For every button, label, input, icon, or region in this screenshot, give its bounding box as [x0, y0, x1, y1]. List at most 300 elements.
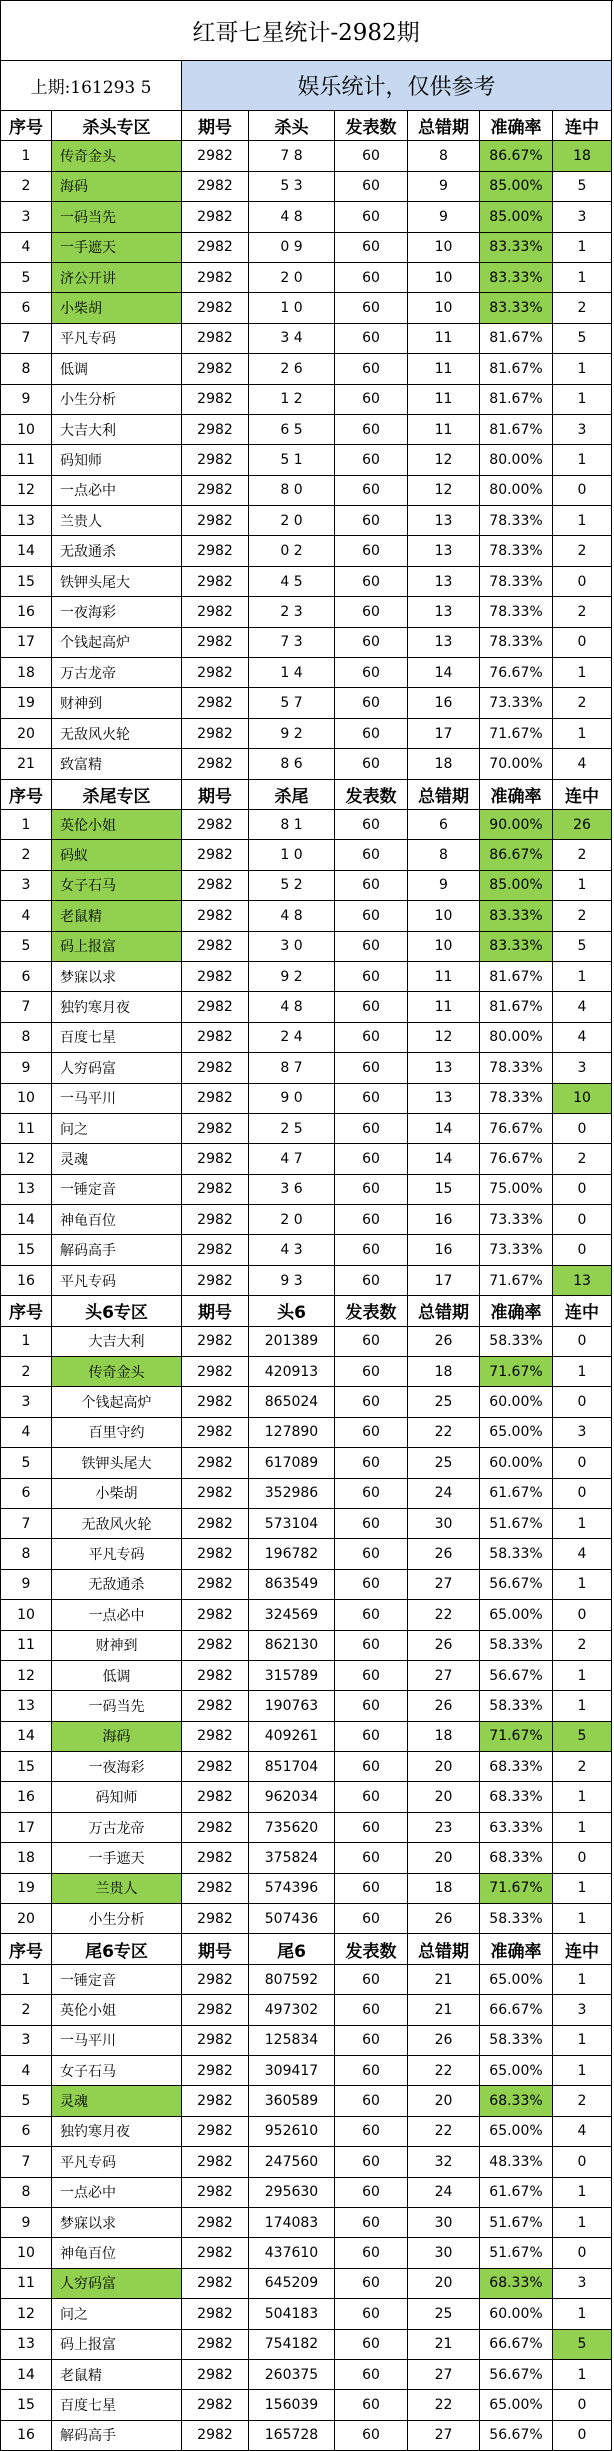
index-cell: 18 [1, 1843, 52, 1873]
errors-cell: 9 [408, 202, 480, 232]
number-cell: 201389 [249, 1327, 335, 1357]
published-cell: 60 [335, 1448, 408, 1478]
errors-cell: 23 [408, 1813, 480, 1843]
column-header: 杀头专区 [52, 111, 182, 141]
name-cell: 一锤定音 [52, 1965, 182, 1995]
column-header: 杀头 [249, 111, 335, 141]
index-cell: 4 [1, 901, 52, 931]
table-row [1, 1144, 613, 1174]
published-cell: 60 [335, 901, 408, 931]
published-cell: 60 [335, 2238, 408, 2268]
accuracy-cell: 56.67% [480, 1661, 553, 1691]
index-cell: 9 [1, 1053, 52, 1083]
published-cell: 60 [335, 1782, 408, 1812]
name-cell: 人穷码富 [52, 2269, 182, 2299]
table-row [1, 719, 613, 749]
streak-cell: 0 [553, 1235, 612, 1265]
errors-cell: 20 [408, 1782, 480, 1812]
accuracy-cell: 80.00% [480, 445, 553, 475]
name-cell: 传奇金头 [52, 141, 182, 171]
accuracy-cell: 68.33% [480, 1752, 553, 1782]
name-cell: 济公开讲 [52, 263, 182, 293]
sheet-title: 红哥七星统计-2982期 [1, 1, 612, 61]
errors-cell: 22 [408, 2056, 480, 2086]
streak-cell: 5 [553, 2330, 612, 2360]
index-cell: 1 [1, 1965, 52, 1995]
issue-cell: 2982 [182, 1722, 249, 1752]
errors-cell: 12 [408, 476, 480, 506]
errors-cell: 25 [408, 1448, 480, 1478]
issue-cell: 2982 [182, 2026, 249, 2056]
issue-cell: 2982 [182, 1539, 249, 1569]
issue-cell: 2982 [182, 1995, 249, 2025]
table-row [1, 2147, 613, 2177]
streak-cell: 3 [553, 415, 612, 445]
number-cell: 3 4 [249, 324, 335, 354]
issue-cell: 2982 [182, 1387, 249, 1417]
issue-cell: 2982 [182, 1479, 249, 1509]
errors-cell: 10 [408, 901, 480, 931]
name-cell: 平凡专码 [52, 324, 182, 354]
issue-cell: 2982 [182, 172, 249, 202]
published-cell: 60 [335, 1327, 408, 1357]
published-cell: 60 [335, 628, 408, 658]
errors-cell: 21 [408, 1965, 480, 1995]
published-cell: 60 [335, 1114, 408, 1144]
accuracy-cell: 65.00% [480, 2117, 553, 2147]
table-row [1, 1235, 613, 1265]
issue-cell: 2982 [182, 2056, 249, 2086]
streak-cell: 1 [553, 2299, 612, 2329]
errors-cell: 17 [408, 719, 480, 749]
index-cell: 6 [1, 962, 52, 992]
errors-cell: 26 [408, 1691, 480, 1721]
published-cell: 60 [335, 2178, 408, 2208]
table-row [1, 2117, 613, 2147]
table-row [1, 415, 613, 445]
number-cell: 165728 [249, 2421, 335, 2451]
table-row [1, 1357, 613, 1387]
published-cell: 60 [335, 202, 408, 232]
streak-cell: 1 [553, 1813, 612, 1843]
streak-cell: 3 [553, 1053, 612, 1083]
index-cell: 6 [1, 2117, 52, 2147]
errors-cell: 14 [408, 1114, 480, 1144]
issue-cell: 2982 [182, 1235, 249, 1265]
errors-cell: 8 [408, 840, 480, 870]
published-cell: 60 [335, 871, 408, 901]
table-row [1, 172, 613, 202]
name-cell: 一码当先 [52, 202, 182, 232]
table-row [1, 536, 613, 566]
issue-cell: 2982 [182, 1175, 249, 1205]
issue-cell: 2982 [182, 688, 249, 718]
issue-cell: 2982 [182, 2208, 249, 2238]
index-cell: 10 [1, 1600, 52, 1630]
number-cell: 9 3 [249, 1266, 335, 1296]
number-cell: 574396 [249, 1874, 335, 1904]
column-header: 序号 [1, 1296, 52, 1326]
number-cell: 295630 [249, 2178, 335, 2208]
accuracy-cell: 63.33% [480, 1813, 553, 1843]
accuracy-cell: 71.67% [480, 1266, 553, 1296]
name-cell: 码上报富 [52, 932, 182, 962]
errors-cell: 20 [408, 1843, 480, 1873]
table-row [1, 628, 613, 658]
table-row [1, 1843, 613, 1873]
name-cell: 解码高手 [52, 1235, 182, 1265]
accuracy-cell: 68.33% [480, 2269, 553, 2299]
table-row [1, 1965, 613, 1995]
accuracy-cell: 86.67% [480, 840, 553, 870]
published-cell: 60 [335, 1631, 408, 1661]
published-cell: 60 [335, 1205, 408, 1235]
index-cell: 9 [1, 2208, 52, 2238]
streak-cell: 1 [553, 658, 612, 688]
index-cell: 10 [1, 2238, 52, 2268]
index-cell: 11 [1, 1114, 52, 1144]
table-row [1, 385, 613, 415]
streak-cell: 1 [553, 445, 612, 475]
table-row [1, 1418, 613, 1448]
name-cell: 解码高手 [52, 2421, 182, 2451]
accuracy-cell: 51.67% [480, 2208, 553, 2238]
published-cell: 60 [335, 1600, 408, 1630]
published-cell: 60 [335, 233, 408, 263]
index-cell: 16 [1, 1266, 52, 1296]
table-row [1, 1114, 613, 1144]
table-row [1, 2421, 613, 2451]
issue-cell: 2982 [182, 2299, 249, 2329]
issue-cell: 2982 [182, 1023, 249, 1053]
errors-cell: 18 [408, 1357, 480, 1387]
column-header: 发表数 [335, 111, 408, 141]
issue-cell: 2982 [182, 1691, 249, 1721]
index-cell: 17 [1, 628, 52, 658]
table-row [1, 476, 613, 506]
published-cell: 60 [335, 385, 408, 415]
errors-cell: 24 [408, 2178, 480, 2208]
index-cell: 1 [1, 1327, 52, 1357]
published-cell: 60 [335, 1813, 408, 1843]
index-cell: 1 [1, 141, 52, 171]
published-cell: 60 [335, 141, 408, 171]
streak-cell: 0 [553, 2390, 612, 2420]
disclaimer-banner: 娱乐统计，仅供参考 [182, 61, 612, 111]
index-cell: 7 [1, 324, 52, 354]
name-cell: 一点必中 [52, 2178, 182, 2208]
accuracy-cell: 78.33% [480, 567, 553, 597]
name-cell: 铁钾头尾大 [52, 567, 182, 597]
index-cell: 12 [1, 1144, 52, 1174]
number-cell: 247560 [249, 2147, 335, 2177]
table-row [1, 2026, 613, 2056]
errors-cell: 22 [408, 1418, 480, 1448]
errors-cell: 11 [408, 385, 480, 415]
errors-cell: 6 [408, 810, 480, 840]
name-cell: 英伦小姐 [52, 1995, 182, 2025]
table-row [1, 810, 613, 840]
accuracy-cell: 65.00% [480, 1600, 553, 1630]
name-cell: 码蚁 [52, 840, 182, 870]
name-cell: 小柴胡 [52, 1479, 182, 1509]
streak-cell: 0 [553, 1843, 612, 1873]
table-row [1, 597, 613, 627]
streak-cell: 1 [553, 871, 612, 901]
issue-cell: 2982 [182, 233, 249, 263]
errors-cell: 14 [408, 658, 480, 688]
errors-cell: 18 [408, 1874, 480, 1904]
errors-cell: 20 [408, 2269, 480, 2299]
name-cell: 一点必中 [52, 1600, 182, 1630]
published-cell: 60 [335, 2117, 408, 2147]
table-row [1, 1448, 613, 1478]
streak-cell: 2 [553, 688, 612, 718]
published-cell: 60 [335, 2208, 408, 2238]
published-cell: 60 [335, 1387, 408, 1417]
index-cell: 16 [1, 597, 52, 627]
published-cell: 60 [335, 172, 408, 202]
published-cell: 60 [335, 1965, 408, 1995]
number-cell: 7 3 [249, 628, 335, 658]
index-cell: 4 [1, 1418, 52, 1448]
issue-cell: 2982 [182, 658, 249, 688]
published-cell: 60 [335, 445, 408, 475]
issue-cell: 2982 [182, 506, 249, 536]
published-cell: 60 [335, 749, 408, 779]
accuracy-cell: 65.00% [480, 2390, 553, 2420]
accuracy-cell: 83.33% [480, 293, 553, 323]
accuracy-cell: 86.67% [480, 141, 553, 171]
errors-cell: 13 [408, 506, 480, 536]
index-cell: 11 [1, 1631, 52, 1661]
table-row [1, 1266, 613, 1296]
number-cell: 735620 [249, 1813, 335, 1843]
issue-cell: 2982 [182, 2360, 249, 2390]
streak-cell: 4 [553, 2117, 612, 2147]
info-row [1, 61, 613, 111]
errors-cell: 22 [408, 2117, 480, 2147]
issue-cell: 2982 [182, 1084, 249, 1114]
name-cell: 平凡专码 [52, 2147, 182, 2177]
published-cell: 60 [335, 324, 408, 354]
errors-cell: 11 [408, 415, 480, 445]
published-cell: 60 [335, 1266, 408, 1296]
streak-cell: 0 [553, 567, 612, 597]
issue-cell: 2982 [182, 1205, 249, 1235]
index-cell: 12 [1, 1661, 52, 1691]
streak-cell: 1 [553, 1570, 612, 1600]
accuracy-cell: 78.33% [480, 536, 553, 566]
published-cell: 60 [335, 932, 408, 962]
issue-cell: 2982 [182, 1053, 249, 1083]
issue-cell: 2982 [182, 871, 249, 901]
issue-cell: 2982 [182, 1843, 249, 1873]
published-cell: 60 [335, 293, 408, 323]
number-cell: 8 6 [249, 749, 335, 779]
table-row [1, 1600, 613, 1630]
errors-cell: 26 [408, 1631, 480, 1661]
index-cell: 4 [1, 2056, 52, 2086]
number-cell: 156039 [249, 2390, 335, 2420]
published-cell: 60 [335, 354, 408, 384]
accuracy-cell: 51.67% [480, 1509, 553, 1539]
accuracy-cell: 65.00% [480, 1418, 553, 1448]
errors-cell: 24 [408, 1479, 480, 1509]
table-row [1, 354, 613, 384]
published-cell: 60 [335, 840, 408, 870]
number-cell: 807592 [249, 1965, 335, 1995]
errors-cell: 14 [408, 1144, 480, 1174]
number-cell: 504183 [249, 2299, 335, 2329]
name-cell: 致富精 [52, 749, 182, 779]
accuracy-cell: 83.33% [480, 263, 553, 293]
errors-cell: 10 [408, 932, 480, 962]
streak-cell: 18 [553, 141, 612, 171]
published-cell: 60 [335, 1661, 408, 1691]
name-cell: 万古龙帝 [52, 1813, 182, 1843]
streak-cell: 1 [553, 1874, 612, 1904]
section-header-row [1, 780, 613, 810]
published-cell: 60 [335, 992, 408, 1022]
index-cell: 14 [1, 1205, 52, 1235]
index-cell: 6 [1, 293, 52, 323]
accuracy-cell: 85.00% [480, 871, 553, 901]
issue-cell: 2982 [182, 293, 249, 323]
number-cell: 437610 [249, 2238, 335, 2268]
table-row [1, 2238, 613, 2268]
errors-cell: 17 [408, 1266, 480, 1296]
accuracy-cell: 58.33% [480, 2026, 553, 2056]
name-cell: 低调 [52, 354, 182, 384]
published-cell: 60 [335, 810, 408, 840]
issue-cell: 2982 [182, 2330, 249, 2360]
accuracy-cell: 66.67% [480, 2330, 553, 2360]
errors-cell: 21 [408, 2330, 480, 2360]
issue-cell: 2982 [182, 932, 249, 962]
streak-cell: 2 [553, 2086, 612, 2116]
streak-cell: 1 [553, 1782, 612, 1812]
issue-cell: 2982 [182, 992, 249, 1022]
accuracy-cell: 81.67% [480, 962, 553, 992]
name-cell: 无敌风火轮 [52, 1509, 182, 1539]
issue-cell: 2982 [182, 1600, 249, 1630]
number-cell: 851704 [249, 1752, 335, 1782]
issue-cell: 2982 [182, 962, 249, 992]
errors-cell: 13 [408, 536, 480, 566]
column-header: 总错期 [408, 780, 480, 810]
errors-cell: 18 [408, 749, 480, 779]
column-header: 尾6专区 [52, 1934, 182, 1964]
table-row [1, 749, 613, 779]
name-cell: 兰贵人 [52, 506, 182, 536]
issue-cell: 2982 [182, 1327, 249, 1357]
streak-cell: 10 [553, 1084, 612, 1114]
table-row [1, 263, 613, 293]
accuracy-cell: 68.33% [480, 1782, 553, 1812]
accuracy-cell: 60.00% [480, 1387, 553, 1417]
column-header: 连中 [553, 1934, 612, 1964]
issue-cell: 2982 [182, 2147, 249, 2177]
column-header: 总错期 [408, 111, 480, 141]
issue-cell: 2982 [182, 2178, 249, 2208]
table-row [1, 233, 613, 263]
number-cell: 3 6 [249, 1175, 335, 1205]
streak-cell: 0 [553, 476, 612, 506]
accuracy-cell: 68.33% [480, 2086, 553, 2116]
accuracy-cell: 68.33% [480, 1843, 553, 1873]
index-cell: 16 [1, 2421, 52, 2451]
index-cell: 8 [1, 354, 52, 384]
name-cell: 一夜海彩 [52, 1752, 182, 1782]
column-header: 期号 [182, 1296, 249, 1326]
name-cell: 小生分析 [52, 1904, 182, 1934]
name-cell: 码知师 [52, 1782, 182, 1812]
issue-cell: 2982 [182, 810, 249, 840]
issue-cell: 2982 [182, 1661, 249, 1691]
errors-cell: 10 [408, 233, 480, 263]
table-row [1, 1175, 613, 1205]
streak-cell: 0 [553, 1114, 612, 1144]
name-cell: 码知师 [52, 445, 182, 475]
published-cell: 60 [335, 658, 408, 688]
streak-cell: 3 [553, 1995, 612, 2025]
table-row [1, 688, 613, 718]
number-cell: 7 8 [249, 141, 335, 171]
issue-cell: 2982 [182, 749, 249, 779]
published-cell: 60 [335, 1843, 408, 1873]
issue-cell: 2982 [182, 445, 249, 475]
name-cell: 海码 [52, 1722, 182, 1752]
issue-cell: 2982 [182, 2086, 249, 2116]
published-cell: 60 [335, 2056, 408, 2086]
number-cell: 4 8 [249, 202, 335, 232]
index-cell: 19 [1, 688, 52, 718]
column-header: 尾6 [249, 1934, 335, 1964]
number-cell: 4 5 [249, 567, 335, 597]
accuracy-cell: 81.67% [480, 354, 553, 384]
published-cell: 60 [335, 2421, 408, 2451]
name-cell: 一夜海彩 [52, 597, 182, 627]
number-cell: 1 0 [249, 840, 335, 870]
errors-cell: 22 [408, 2390, 480, 2420]
table-row [1, 1539, 613, 1569]
number-cell: 4 8 [249, 901, 335, 931]
streak-cell: 0 [553, 2238, 612, 2268]
streak-cell: 1 [553, 2026, 612, 2056]
sections-container [1, 111, 613, 2451]
column-header: 连中 [553, 1296, 612, 1326]
table-row [1, 324, 613, 354]
column-header: 准确率 [480, 1296, 553, 1326]
streak-cell: 5 [553, 324, 612, 354]
table-row [1, 2086, 613, 2116]
column-header: 期号 [182, 780, 249, 810]
number-cell: 1 4 [249, 658, 335, 688]
number-cell: 4 7 [249, 1144, 335, 1174]
streak-cell: 4 [553, 1023, 612, 1053]
column-header: 准确率 [480, 780, 553, 810]
published-cell: 60 [335, 1722, 408, 1752]
table-row [1, 2178, 613, 2208]
name-cell: 人穷码富 [52, 1053, 182, 1083]
streak-cell: 1 [553, 1965, 612, 1995]
streak-cell: 2 [553, 1752, 612, 1782]
issue-cell: 2982 [182, 1509, 249, 1539]
number-cell: 573104 [249, 1509, 335, 1539]
streak-cell: 1 [553, 2056, 612, 2086]
table-row [1, 1631, 613, 1661]
